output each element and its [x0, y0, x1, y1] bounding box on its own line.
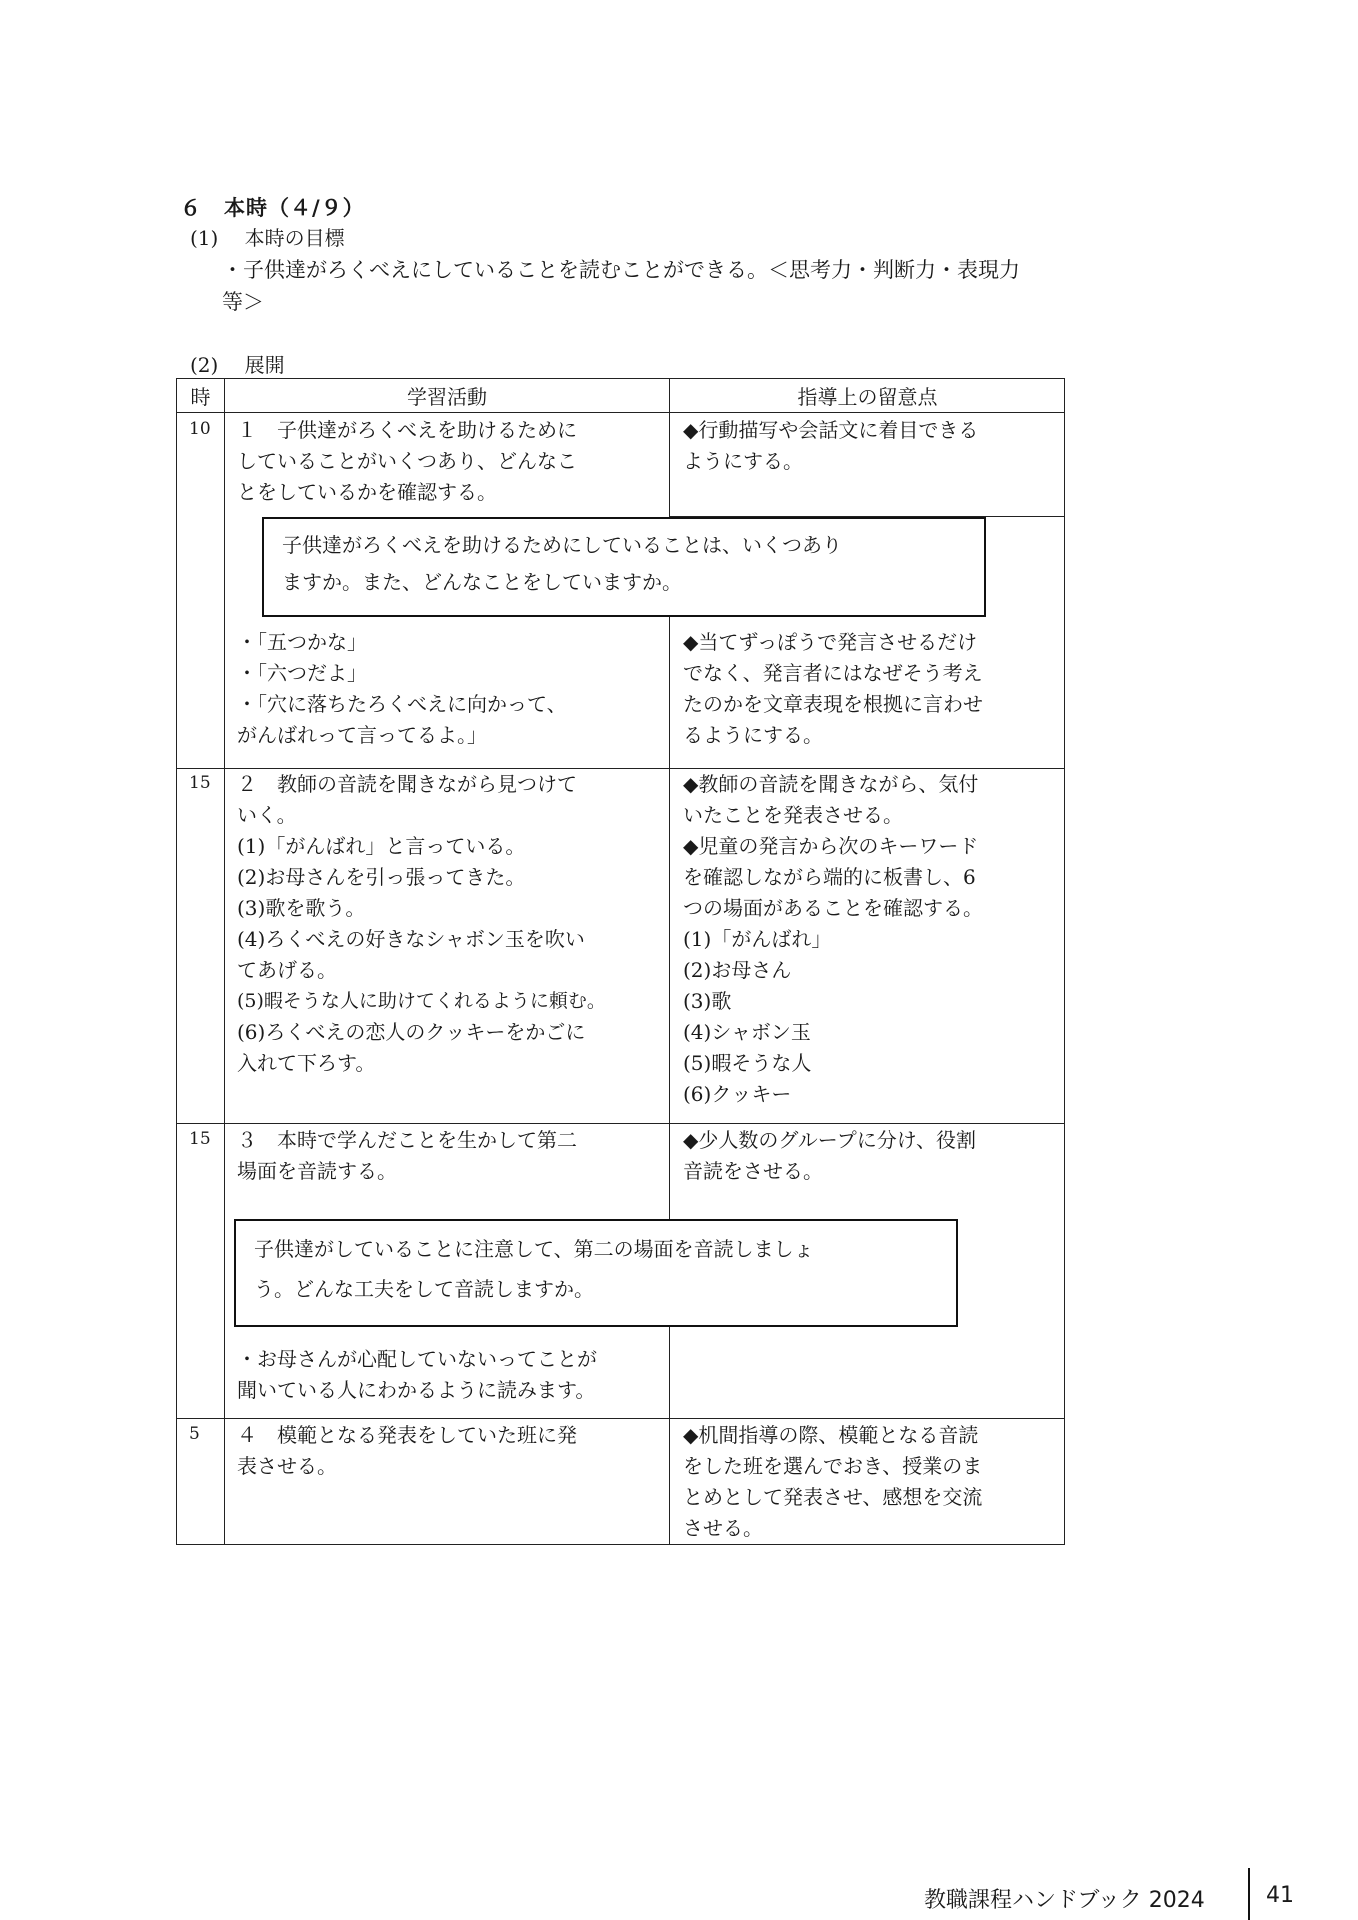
- notes-text: ◆行動描写や会話文に着目できる ようにする。: [683, 418, 979, 473]
- header-notes: 指導上の留意点: [797, 385, 938, 409]
- activity-responses: ・お母さんが心配していないってことが 聞いている人にわかるように読みます。: [237, 1347, 597, 1402]
- activity-text: ３ 本時で学んだことを生かして第二 場面を音読する。: [237, 1128, 577, 1183]
- key-question-box: 子供達がろくべえを助けるためにしていることは、いくつあり ますか。また、どんなことをしていますか。: [262, 517, 986, 617]
- notes-text: ◆机間指導の際、模範となる音読 をした班を選んでおき、授業のま とめとして発表させ、感想を交流 させる。: [683, 1423, 983, 1540]
- goal-text: [222, 254, 1162, 318]
- goal-line: 等＞: [222, 290, 264, 314]
- activity-text: １ 子供達がろくべえを助けるために していることがいくつあり、どんなこ とをしているかを確認する。: [237, 418, 577, 504]
- key-question-box: 子供達がしていることに注意して、第二の場面を音読しましょ う。どんな工夫をして音読しますか。: [234, 1219, 958, 1327]
- activity-text: ２ 教師の音読を聞きながら見つけて いく。 (1)「がんばれ」と言っている。 (2)お母さんを引っ張ってきた。 (3)歌を歌う。 (4)ろくべえの好きなシャボン玉を吹い てあげる。 (5)暇そうな人に助けてくれるように頼む。 (6)ろくべえの恋人のクッキーをかごに 入れて下ろす。: [237, 772, 606, 1075]
- notes-text: ◆教師の音読を聞きながら、気付 いたことを発表させる。 ◆児童の発言から次のキーワード を確認しながら端的に板書し、6 つの場面があることを確認する。 (1)「がんばれ」 (2)お母さん (3)歌 (4)シャボン玉 (5)暇そうな人 (6)クッキー: [683, 772, 983, 1106]
- goal-label: (1) 本時の目標: [190, 226, 345, 250]
- notes-text: ◆少人数のグループに分け、役割 音読をさせる。: [683, 1128, 976, 1183]
- row-minutes: 5: [189, 1424, 200, 1444]
- activity-responses: ・「五つかな」 ・「六つだよ」 ・「穴に落ちたろくべえに向かって、 がんばれって言ってるよ。」: [237, 630, 567, 747]
- notes-text: ◆当てずっぽうで発言させるだけ でなく、発言者にはなぜそう考え たのかを文章表現を根拠に言わせ るようにする。: [683, 630, 983, 747]
- development-label: (2) 展開: [190, 353, 285, 377]
- row-minutes: 15: [189, 1129, 211, 1149]
- page-number: 41: [1266, 1883, 1294, 1908]
- row-minutes: 10: [189, 419, 211, 439]
- goal-line: ・子供達がろくべえにしていることを読むことができる。＜思考力・判断力・表現力: [222, 258, 1020, 282]
- row-minutes: 15: [189, 773, 211, 793]
- activity-text: ４ 模範となる発表をしていた班に発 表させる。: [237, 1423, 577, 1478]
- footer-title: 教職課程ハンドブック 2024: [924, 1888, 1205, 1913]
- header-activity: 学習活動: [407, 385, 487, 409]
- lesson-plan-table: [176, 378, 1065, 1545]
- footer-divider: [1248, 1868, 1250, 1920]
- header-time: 時: [190, 385, 211, 409]
- section-heading: ６ 本時（４/９）: [180, 196, 365, 220]
